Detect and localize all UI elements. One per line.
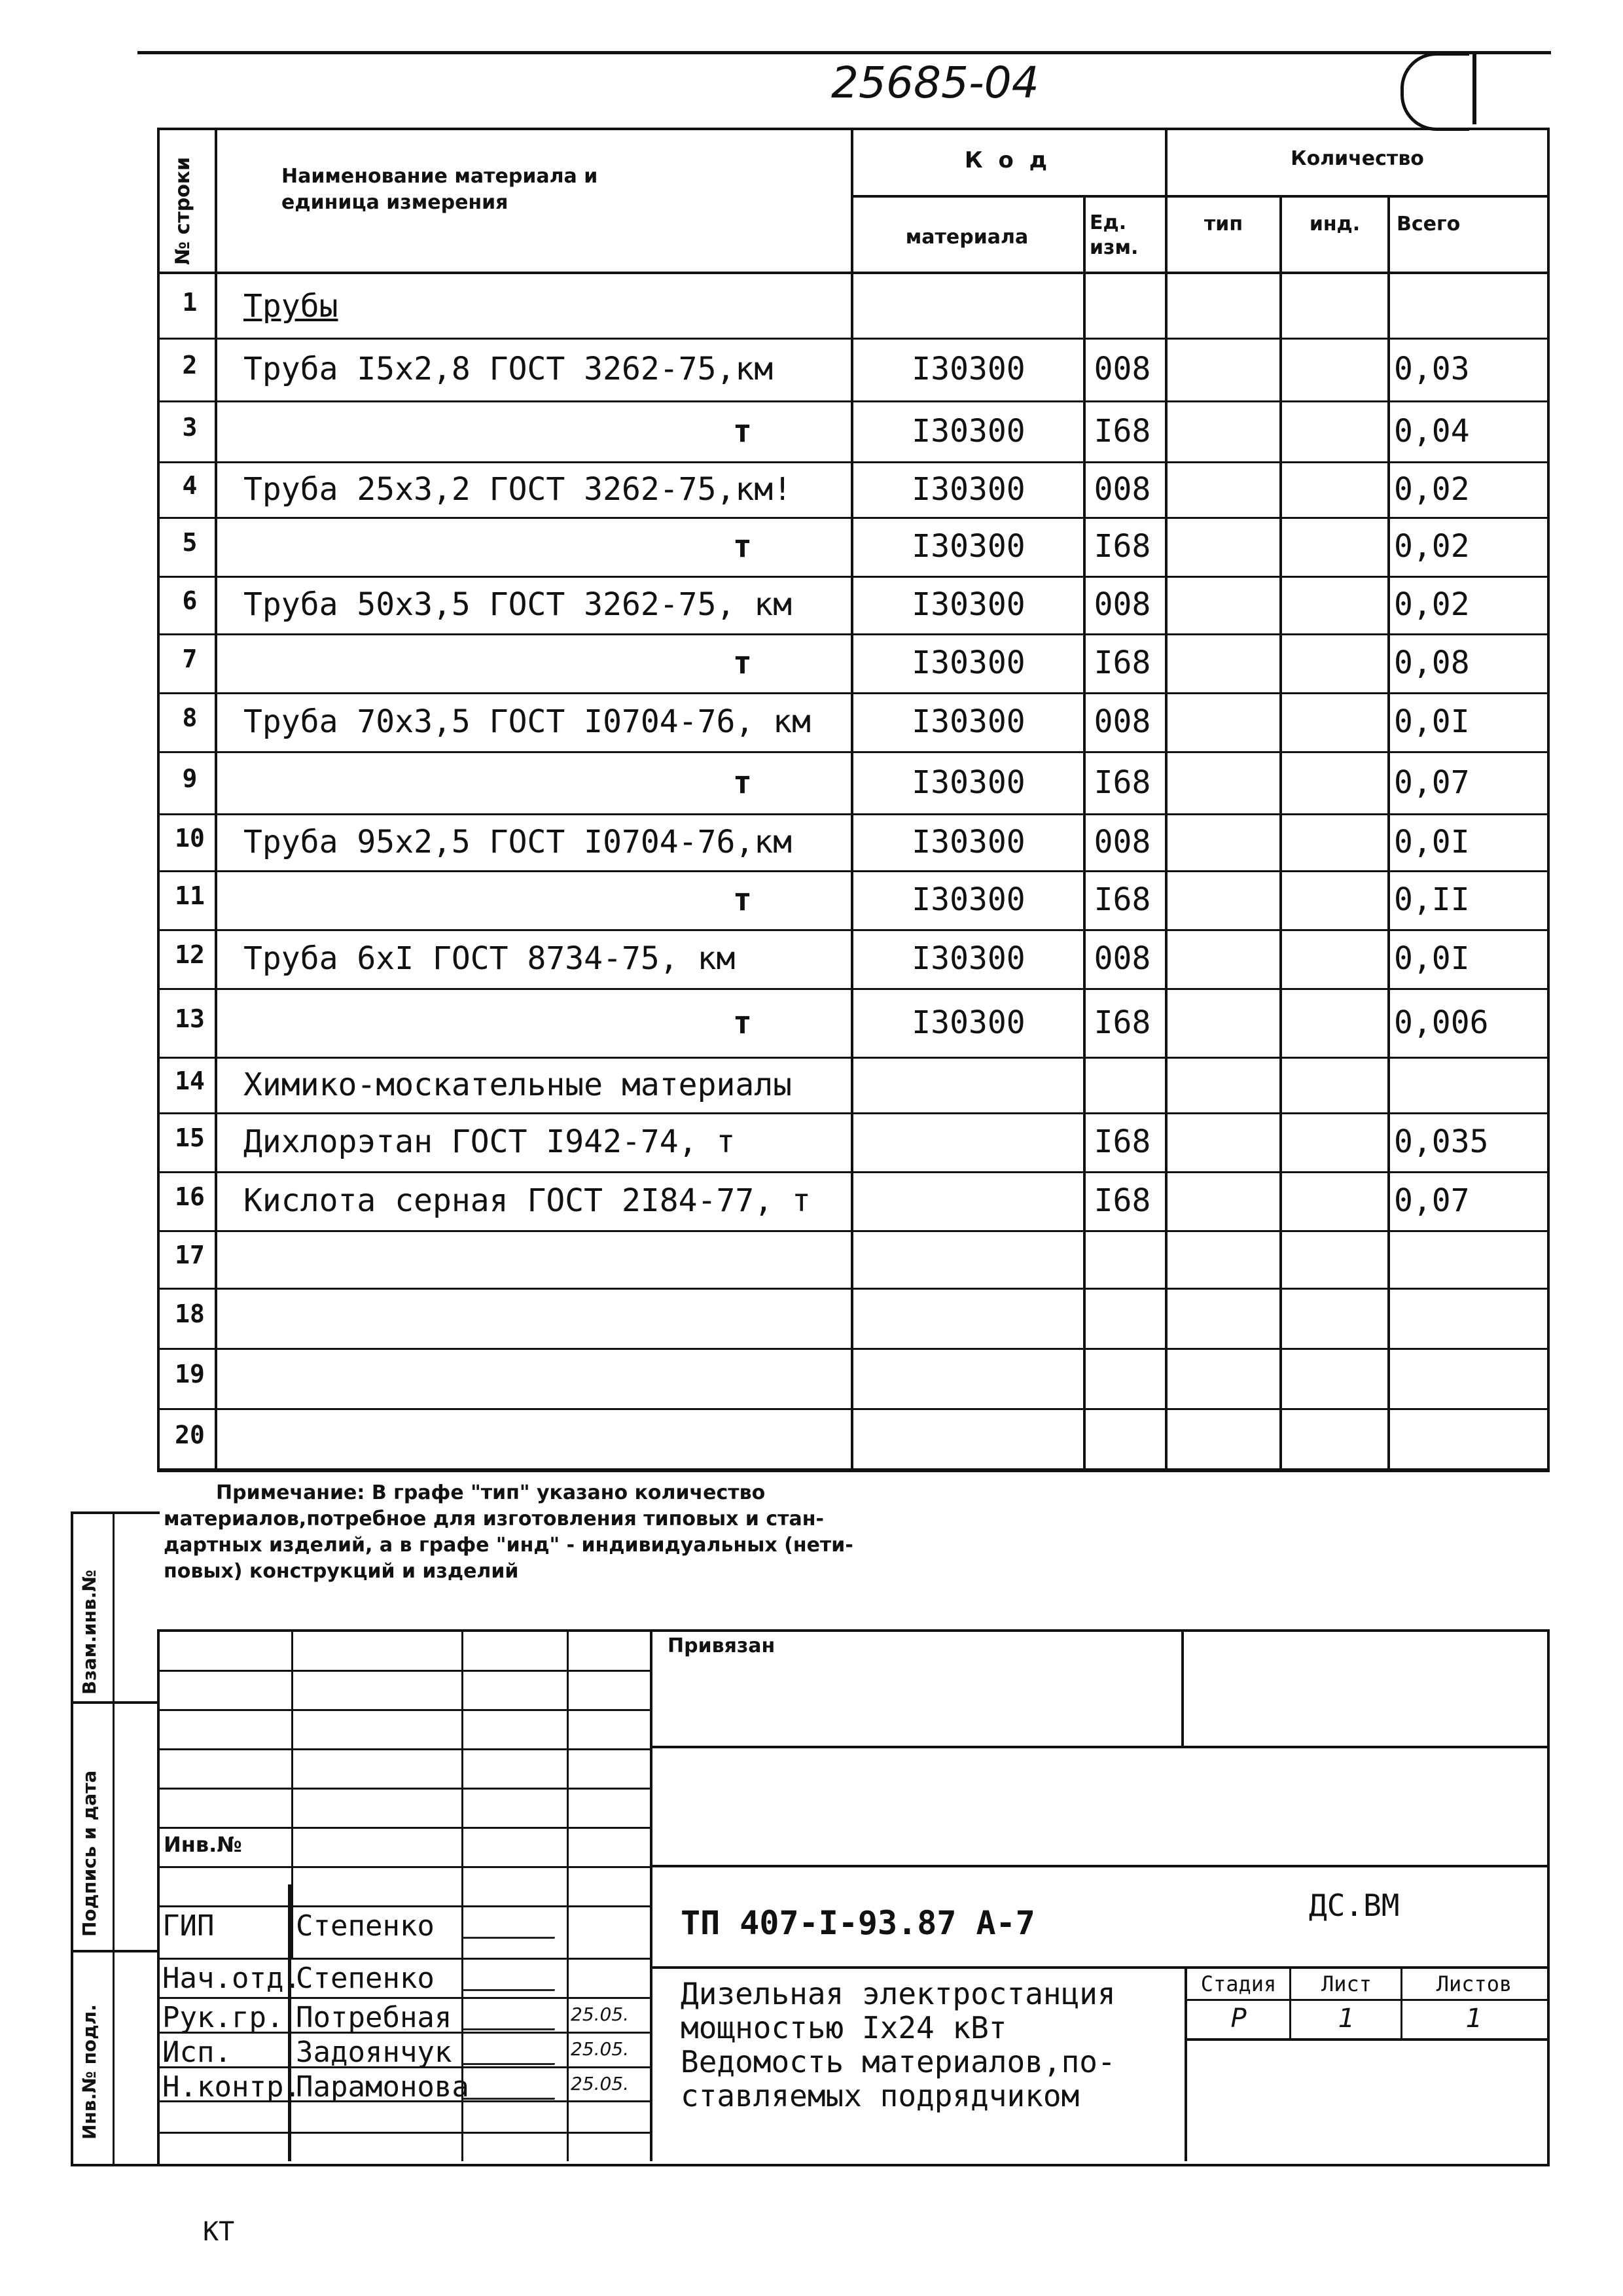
material-name: т bbox=[733, 528, 752, 565]
title-line-2: мощностью Iх24 кВт bbox=[681, 2010, 1007, 2045]
material-name: Труба 25х3,2 ГОСТ 3262-75,км! bbox=[243, 470, 793, 508]
quantity-total: 0,02 bbox=[1394, 586, 1470, 623]
quantity-total: 0,006 bbox=[1394, 1004, 1489, 1041]
row-separator bbox=[157, 400, 1547, 402]
quantity-total: 0,0I bbox=[1394, 823, 1470, 860]
row-separator bbox=[157, 988, 1547, 990]
row-number: 19 bbox=[175, 1360, 205, 1388]
note-line-4: повых) конструкций и изделий bbox=[164, 1560, 519, 1583]
stamp-row-2 bbox=[157, 1709, 652, 1711]
quantity-total-header: Всего bbox=[1397, 213, 1461, 236]
title-line-4: ставляемых подрядчиком bbox=[681, 2078, 1080, 2113]
signature-date: 25.05. bbox=[571, 2038, 630, 2060]
code-group-header: К о д bbox=[964, 147, 1052, 173]
header-bottom bbox=[157, 272, 1547, 274]
header-subline bbox=[851, 195, 1547, 198]
project-code: ТП 407-I-93.87 А-7 bbox=[681, 1904, 1035, 1942]
stage-header-line bbox=[1185, 1999, 1547, 2001]
row-number: 7 bbox=[182, 645, 198, 673]
unit-code: 008 bbox=[1094, 823, 1151, 860]
stage-value: Р bbox=[1230, 2004, 1247, 2034]
row-number: 3 bbox=[182, 412, 198, 442]
signatory-role: Н.контр. bbox=[162, 2070, 301, 2104]
row-separator bbox=[157, 461, 1547, 463]
row-separator bbox=[157, 751, 1547, 753]
material-name: т bbox=[733, 412, 752, 450]
row-separator bbox=[157, 813, 1547, 815]
signatory-role: Исп. bbox=[162, 2036, 232, 2069]
side-label-signature-date: Подпись и дата bbox=[79, 1770, 100, 1937]
signature-date: 25.05. bbox=[571, 2073, 630, 2094]
stamp-row-4 bbox=[157, 1788, 652, 1790]
corner-mark-bar bbox=[1472, 52, 1476, 124]
unit-code: I68 bbox=[1094, 764, 1151, 801]
material-code: I30300 bbox=[912, 1004, 1026, 1041]
signatory-name: Задоянчук bbox=[296, 2036, 452, 2069]
material-name: т bbox=[733, 1004, 752, 1041]
material-code: I30300 bbox=[912, 823, 1026, 860]
signatory-name: Парамонова bbox=[296, 2070, 469, 2104]
signature-mark bbox=[463, 2037, 565, 2065]
note-line-3: дартных изделий, а в графе "инд" - индивидуальных (нети- bbox=[164, 1534, 853, 1557]
stamp-row-6 bbox=[157, 1866, 652, 1868]
row-number: 12 bbox=[175, 940, 205, 969]
row-number: 13 bbox=[175, 1004, 205, 1033]
stamp-col-1b bbox=[288, 1884, 291, 2161]
side-label-replaced-inv: Взам.инв.№ bbox=[79, 1569, 100, 1695]
col-divider-qty bbox=[1165, 128, 1168, 1470]
attached-label: Привязан bbox=[668, 1634, 776, 1657]
row-number: 11 bbox=[175, 881, 205, 910]
row-number: 1 bbox=[182, 287, 198, 317]
sheet-value: 1 bbox=[1338, 2004, 1355, 2034]
material-name: Труба 6хI ГОСТ 8734-75, км bbox=[243, 940, 736, 977]
stamp-row-13 bbox=[157, 2132, 652, 2134]
row-number: 20 bbox=[175, 1421, 205, 1449]
unit-code: 008 bbox=[1094, 586, 1151, 623]
side-inner-line bbox=[113, 1511, 115, 2164]
material-code: I30300 bbox=[912, 703, 1026, 740]
project-bottom bbox=[652, 1966, 1547, 1969]
document-number: 25685-04 bbox=[831, 58, 1039, 108]
unit-code: I68 bbox=[1094, 528, 1151, 565]
note-line-1: Примечание: В графе "тип" указано количество bbox=[216, 1481, 766, 1504]
row-number: 2 bbox=[182, 351, 198, 380]
unit-code: I68 bbox=[1094, 881, 1151, 918]
unit-code: 008 bbox=[1094, 940, 1151, 977]
stamp-row-7 bbox=[157, 1905, 652, 1907]
doc-code: ДС.ВМ bbox=[1309, 1888, 1400, 1923]
quantity-total: 0,08 bbox=[1394, 645, 1470, 681]
unit-code: I68 bbox=[1094, 1004, 1151, 1041]
signatory-role: Рук.гр. bbox=[162, 2001, 284, 2034]
material-name: Кислота серная ГОСТ 2I84-77, т bbox=[243, 1182, 811, 1219]
stamp-col-2b bbox=[461, 1884, 463, 2161]
row-separator bbox=[157, 1057, 1547, 1059]
material-name: т bbox=[733, 645, 752, 681]
material-name: Труба I5х2,8 ГОСТ 3262-75,км bbox=[243, 351, 774, 387]
material-code: I30300 bbox=[912, 764, 1026, 801]
row-separator bbox=[157, 1230, 1547, 1232]
row-number: 15 bbox=[175, 1123, 205, 1152]
title-line-1: Дизельная электростанция bbox=[681, 1976, 1116, 2011]
attached-divider bbox=[1181, 1629, 1184, 1747]
stamp-col-1 bbox=[291, 1629, 293, 1960]
signature-mark bbox=[463, 2072, 565, 2100]
side-label-original-inv: Инв.№ подл. bbox=[79, 2004, 100, 2140]
row-number: 17 bbox=[175, 1241, 205, 1269]
signatory-name: Степенко bbox=[296, 1909, 435, 1943]
stamp-row-9 bbox=[157, 1997, 652, 1999]
row-separator bbox=[157, 1171, 1547, 1173]
row-separator bbox=[157, 633, 1547, 635]
material-name: Химико-москательные материалы bbox=[243, 1066, 793, 1103]
material-name: Трубы bbox=[243, 287, 338, 325]
row-number: 10 bbox=[175, 823, 205, 853]
name-header: Наименование материала и единица измерения bbox=[281, 165, 598, 214]
row-number: 18 bbox=[175, 1299, 205, 1328]
unit-code: I68 bbox=[1094, 412, 1151, 450]
signatory-name: Потребная bbox=[296, 2001, 452, 2034]
row-number: 14 bbox=[175, 1066, 205, 1095]
quantity-total: 0,04 bbox=[1394, 412, 1470, 450]
unit-code: I68 bbox=[1094, 645, 1151, 681]
stage-label: Стадия bbox=[1200, 1971, 1277, 1996]
attached-bottom bbox=[652, 1746, 1547, 1748]
project-top bbox=[652, 1865, 1547, 1867]
row-separator bbox=[157, 576, 1547, 578]
row-separator bbox=[157, 1288, 1547, 1290]
quantity-total: 0,07 bbox=[1394, 1182, 1470, 1219]
quantity-total: 0,07 bbox=[1394, 764, 1470, 801]
unit-code: 008 bbox=[1094, 703, 1151, 740]
sheet-label: Лист bbox=[1321, 1971, 1372, 1996]
unit-code: 008 bbox=[1094, 351, 1151, 387]
row-separator bbox=[157, 870, 1547, 872]
material-name: т bbox=[733, 881, 752, 918]
footer-mark: КТ bbox=[203, 2217, 235, 2247]
material-code: I30300 bbox=[912, 412, 1026, 450]
stage-col-2 bbox=[1400, 1966, 1402, 2040]
unit-code: I68 bbox=[1094, 1123, 1151, 1160]
material-code: I30300 bbox=[912, 528, 1026, 565]
sheets-label: Листов bbox=[1436, 1971, 1512, 1996]
inv-label: Инв.№ bbox=[164, 1832, 242, 1857]
stage-value-line bbox=[1185, 2038, 1547, 2041]
col-divider-rowno bbox=[215, 128, 217, 1470]
material-code: I30300 bbox=[912, 940, 1026, 977]
stamp-row-1 bbox=[157, 1670, 652, 1672]
quantity-ind-header: инд. bbox=[1309, 213, 1361, 236]
row-number: 8 bbox=[182, 703, 198, 732]
quantity-total: 0,035 bbox=[1394, 1123, 1489, 1160]
stamp-row-8 bbox=[157, 1958, 652, 1960]
quantity-total: 0,02 bbox=[1394, 528, 1470, 565]
material-code: I30300 bbox=[912, 586, 1026, 623]
quantity-total: 0,02 bbox=[1394, 470, 1470, 508]
material-code: I30300 bbox=[912, 881, 1026, 918]
quantity-total: 0,0I bbox=[1394, 703, 1470, 740]
title-right-divider bbox=[1185, 1966, 1187, 2161]
signature-mark bbox=[463, 1963, 565, 1991]
row-separator bbox=[157, 338, 1547, 340]
quantity-total: 0,II bbox=[1394, 881, 1470, 918]
signatory-name: Степенко bbox=[296, 1962, 435, 1995]
unit-code: I68 bbox=[1094, 1182, 1151, 1219]
signatory-role: ГИП bbox=[162, 1909, 215, 1943]
code-material-header: материала bbox=[905, 226, 1029, 249]
material-code: I30300 bbox=[912, 470, 1026, 508]
title-line-3: Ведомость материалов,по- bbox=[681, 2044, 1116, 2079]
signatory-role: Нач.отд. bbox=[162, 1962, 301, 1995]
col-divider-type bbox=[1279, 196, 1282, 1470]
signature-mark bbox=[463, 2002, 565, 2030]
row-number: 6 bbox=[182, 586, 198, 615]
row-separator bbox=[157, 517, 1547, 519]
row-separator bbox=[157, 1408, 1547, 1410]
row-number: 9 bbox=[182, 764, 198, 793]
row-separator bbox=[157, 692, 1547, 694]
corner-mark-frame bbox=[1400, 52, 1469, 131]
sheets-value: 1 bbox=[1465, 2004, 1483, 2034]
note-line-2: материалов,потребное для изготовления типовых и стан- bbox=[164, 1508, 824, 1530]
code-unit-header: Ед. изм. bbox=[1090, 211, 1139, 259]
signature-mark bbox=[463, 1911, 565, 1939]
row-number-header: № строки bbox=[171, 156, 194, 265]
material-code: I30300 bbox=[912, 645, 1026, 681]
unit-code: 008 bbox=[1094, 470, 1151, 508]
material-name: т bbox=[733, 764, 752, 801]
col-divider-ind bbox=[1387, 196, 1390, 1470]
row-number: 5 bbox=[182, 528, 198, 557]
row-separator bbox=[157, 1112, 1547, 1114]
material-name: Труба 50х3,5 ГОСТ 3262-75, км bbox=[243, 586, 793, 623]
stamp-row-5 bbox=[157, 1827, 652, 1829]
top-rule bbox=[137, 51, 1551, 54]
row-separator bbox=[157, 1348, 1547, 1350]
row-number: 16 bbox=[175, 1182, 205, 1211]
row-number: 4 bbox=[182, 470, 198, 500]
material-code: I30300 bbox=[912, 351, 1026, 387]
quantity-type-header: тип bbox=[1204, 213, 1243, 236]
material-name: Труба 70х3,5 ГОСТ I0704-76, км bbox=[243, 703, 811, 740]
quantity-total: 0,03 bbox=[1394, 351, 1470, 387]
material-name: Труба 95х2,5 ГОСТ I0704-76,км bbox=[243, 823, 793, 860]
stage-col-1 bbox=[1289, 1966, 1291, 2040]
quantity-total: 0,0I bbox=[1394, 940, 1470, 977]
quantity-group-header: Количество bbox=[1291, 147, 1424, 170]
signature-date: 25.05. bbox=[571, 2004, 630, 2025]
row-separator bbox=[157, 929, 1547, 931]
material-name: Дихлорэтан ГОСТ I942-74, т bbox=[243, 1123, 736, 1160]
stamp-row-3 bbox=[157, 1748, 652, 1750]
note-top bbox=[157, 1468, 1547, 1471]
